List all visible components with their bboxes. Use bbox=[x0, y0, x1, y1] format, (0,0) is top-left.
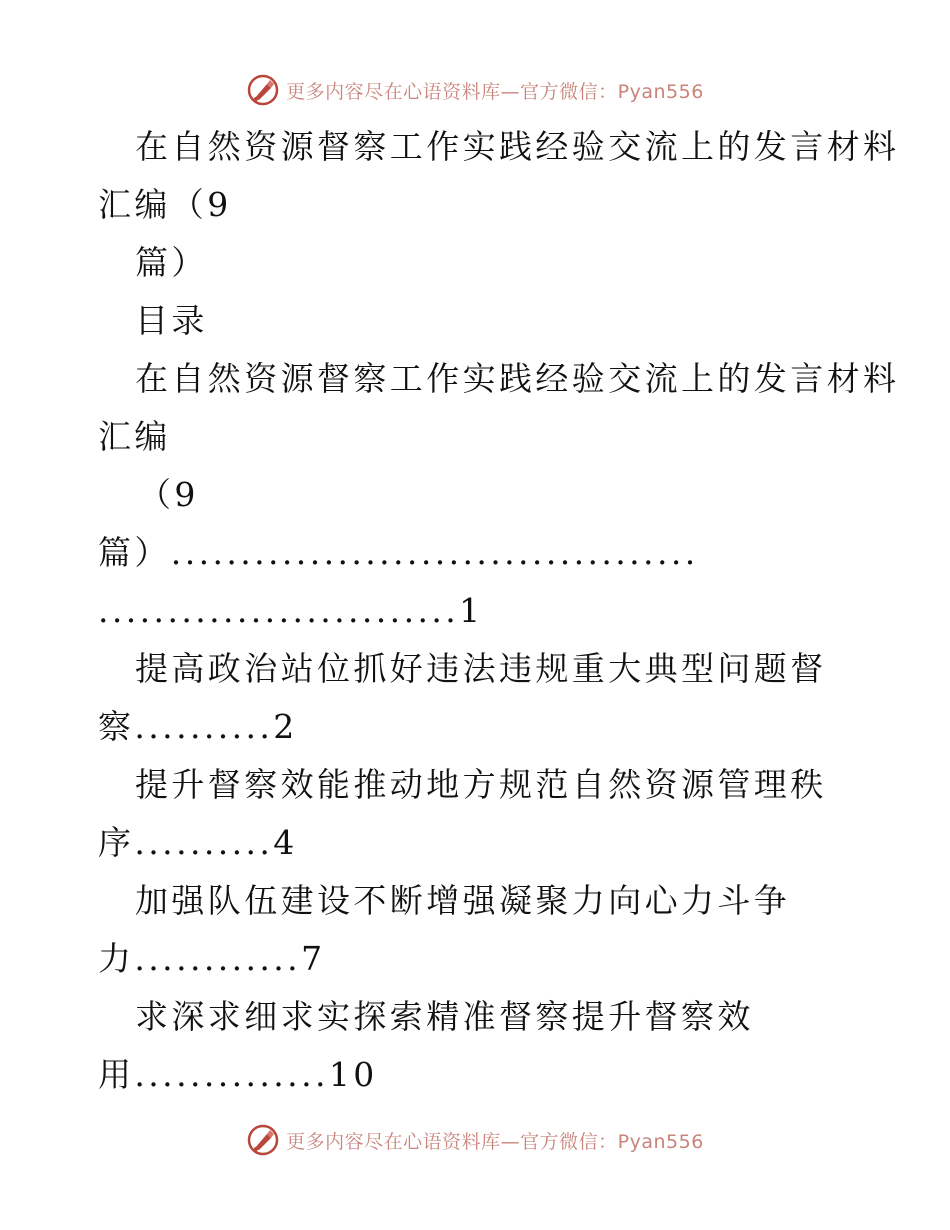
toc-entry-4-line-2: 力............7 bbox=[98, 939, 326, 978]
doc-title-line-1: 在自然资源督察工作实践经验交流上的发言材料 bbox=[135, 127, 900, 166]
toc-entry-3-line-1: 提升督察效能推动地方规范自然资源管理秩 bbox=[135, 765, 827, 804]
toc-entry-5-line-2: 用..............10 bbox=[98, 1055, 378, 1094]
pen-nib-logo-icon bbox=[246, 73, 280, 107]
banner-text: 更多内容尽在心语资料库—官方微信：Pyan556 bbox=[286, 1130, 704, 1153]
doc-title-line-3: 篇） bbox=[135, 243, 208, 282]
toc-entry-5-line-1: 求深求细求实探索精准督察提升督察效 bbox=[135, 997, 754, 1036]
footer-watermark-banner bbox=[0, 1120, 950, 1160]
doc-title-line-2: 汇编（9 bbox=[98, 185, 232, 224]
toc-entry-4-line-1: 加强队伍建设不断增强凝聚力向心力斗争 bbox=[135, 881, 791, 920]
toc-entry-1-line-3: （9 bbox=[138, 475, 199, 514]
toc-entry-1-line-1: 在自然资源督察工作实践经验交流上的发言材料 bbox=[135, 359, 900, 398]
toc-entry-3-line-2: 序..........4 bbox=[98, 823, 298, 862]
toc-entry-1-line-4: 篇）...................................... bbox=[98, 533, 699, 572]
toc-heading: 目录 bbox=[135, 301, 208, 340]
toc-entry-1-line-5: ..........................1 bbox=[98, 591, 484, 630]
header-watermark-banner bbox=[0, 70, 950, 110]
toc-entry-2-line-2: 察..........2 bbox=[98, 707, 298, 746]
toc-entry-1-line-2: 汇编 bbox=[98, 417, 171, 456]
pen-nib-logo-icon bbox=[246, 1123, 280, 1157]
toc-entry-2-line-1: 提高政治站位抓好违法违规重大典型问题督 bbox=[135, 649, 827, 688]
banner-text: 更多内容尽在心语资料库—官方微信：Pyan556 bbox=[286, 80, 704, 103]
